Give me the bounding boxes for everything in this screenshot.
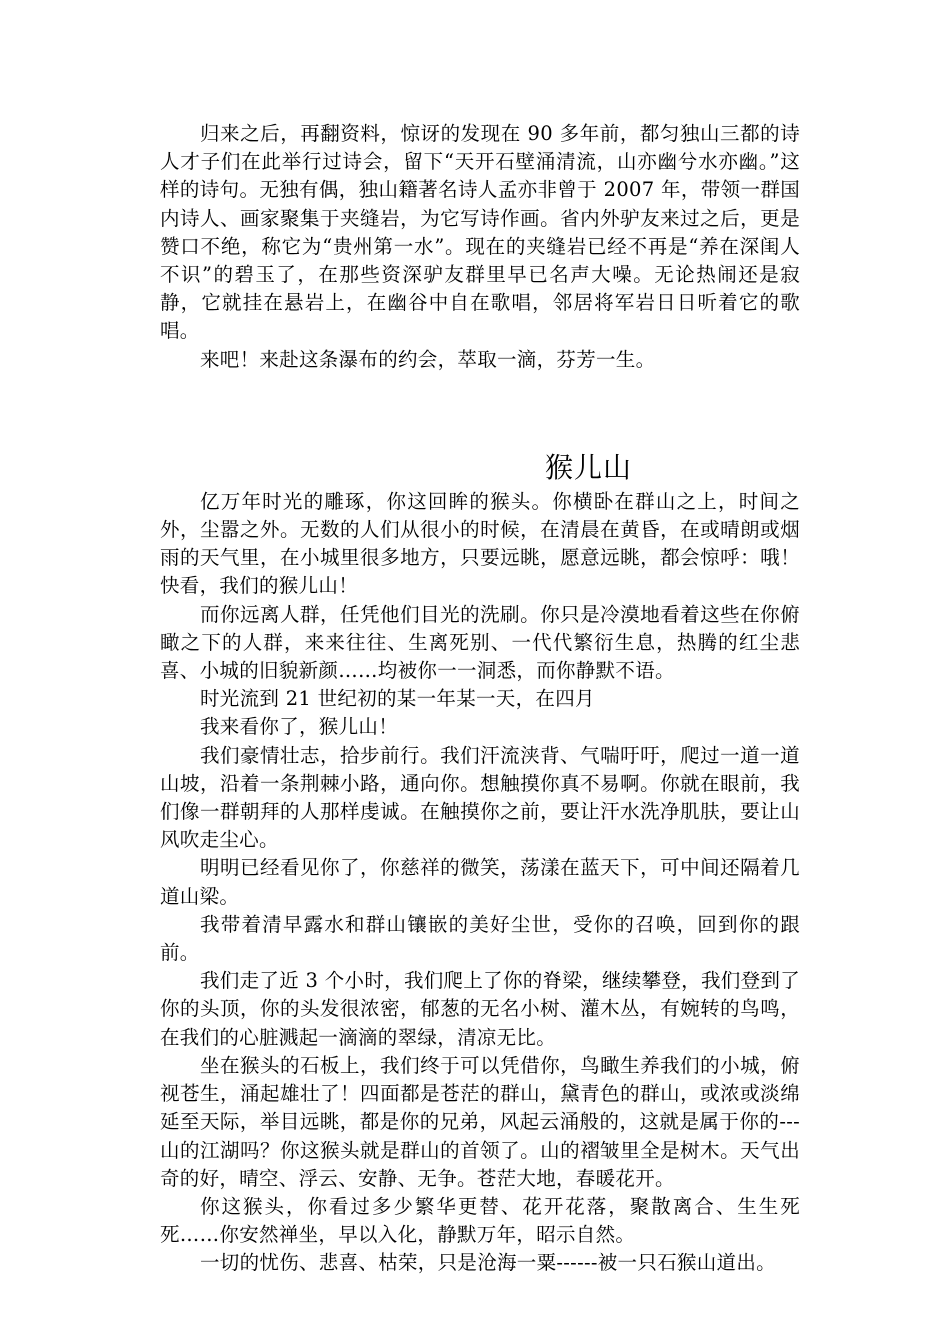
document-page [160, 120, 800, 1278]
paragraph: 我们豪情壮志，拾步前行。我们汗流浃背、气喘吁吁，爬过一道一道山坡，沿着一条荆棘小路，通向你。想触摸你真不易啊。你就在眼前，我们像一群朝拜的人那样虔诚。在触摸你之前，要让汗水洗净肌肤，要让山风吹走尘心。 [160, 743, 800, 852]
paragraph: 亿万年时光的雕琢，你这回眸的猴头。你横卧在群山之上，时间之外，尘嚣之外。无数的人们从很小的时候，在清晨在黄昏，在或晴朗或烟雨的天气里，在小城里很多地方，只要远眺，愿意远眺，都会惊呼：哦！快看，我们的猴儿山！ [160, 489, 800, 598]
paragraph: 我来看你了，猴儿山！ [200, 715, 399, 739]
paragraph: 你这猴头，你看过多少繁华更替、花开花落，聚散离合、生生死死……你安然禅坐，早以入化，静默万年，昭示自然。 [160, 1194, 800, 1247]
paragraph: 时光流到 21 世纪初的某一年某一天，在四月 [200, 687, 595, 711]
paragraph: 坐在猴头的石板上，我们终于可以凭借你，鸟瞰生养我们的小城，俯视苍生，涌起雄壮了！四面都是苍茫的群山，黛青色的群山，或浓或淡绵延至天际，举目远眺，都是你的兄弟，风起云涌般的，这就是属于你的---山的江湖吗？你这猴头就是群山的首领了。山的褶皱里全是树木。天气出奇的好，晴空、浮云、安静、无争。苍茫大地，春暖花开。 [160, 1053, 800, 1190]
paragraph: 归来之后，再翻资料，惊讶的发现在 90 多年前，都匀独山三都的诗人才子们在此举行过诗会，留下“天开石壁涌清流，山亦幽兮水亦幽。”这样的诗句。无独有偶，独山籍著名诗人孟亦非曾于 2007 年，带领一群国内诗人、画家聚集于夹缝岩，为它写诗作画。省内外驴友来过之后，更是赞口不绝，称它为“贵州第一水”。现在的夹缝岩已经不再是“养在深闺人不识”的碧玉了，在那些资深驴友群里早已名声大噪。无论热闹还是寂静，它就挂在悬岩上，在幽谷中自在歌唱，邻居将军岩日日听着它的歌唱。 [160, 122, 800, 343]
paragraph: 明明已经看见你了，你慈祥的微笑，荡漾在蓝天下，可中间还隔着几道山梁。 [160, 856, 800, 908]
paragraph: 我们走了近 3 个小时，我们爬上了你的脊梁，继续攀登，我们登到了你的头顶，你的头发很浓密，郁葱的无名小树、灌木丛，有婉转的鸟鸣，在我们的心脏溅起一滴滴的翠绿，清凉无比。 [160, 969, 800, 1049]
paragraph: 一切的忧伤、悲喜、枯荣，只是沧海一粟------被一只石猴山道出。 [200, 1251, 776, 1275]
section-spacer [160, 374, 800, 448]
chapter-title: 猴儿山 [545, 450, 633, 484]
paragraph: 而你远离人群，任凭他们目光的洗刷。你只是冷漠地看着这些在你俯瞰之下的人群，来来往往、生离死别、一代代繁衍生息，热腾的红尘悲喜、小城的旧貌新颜……均被你一一洞悉，而你静默不语。 [160, 602, 800, 683]
paragraph: 我带着清早露水和群山镶嵌的美好尘世，受你的召唤，回到你的跟前。 [160, 912, 800, 965]
paragraph: 来吧！来赴这条瀑布的约会，萃取一滴，芬芳一生。 [200, 347, 656, 371]
